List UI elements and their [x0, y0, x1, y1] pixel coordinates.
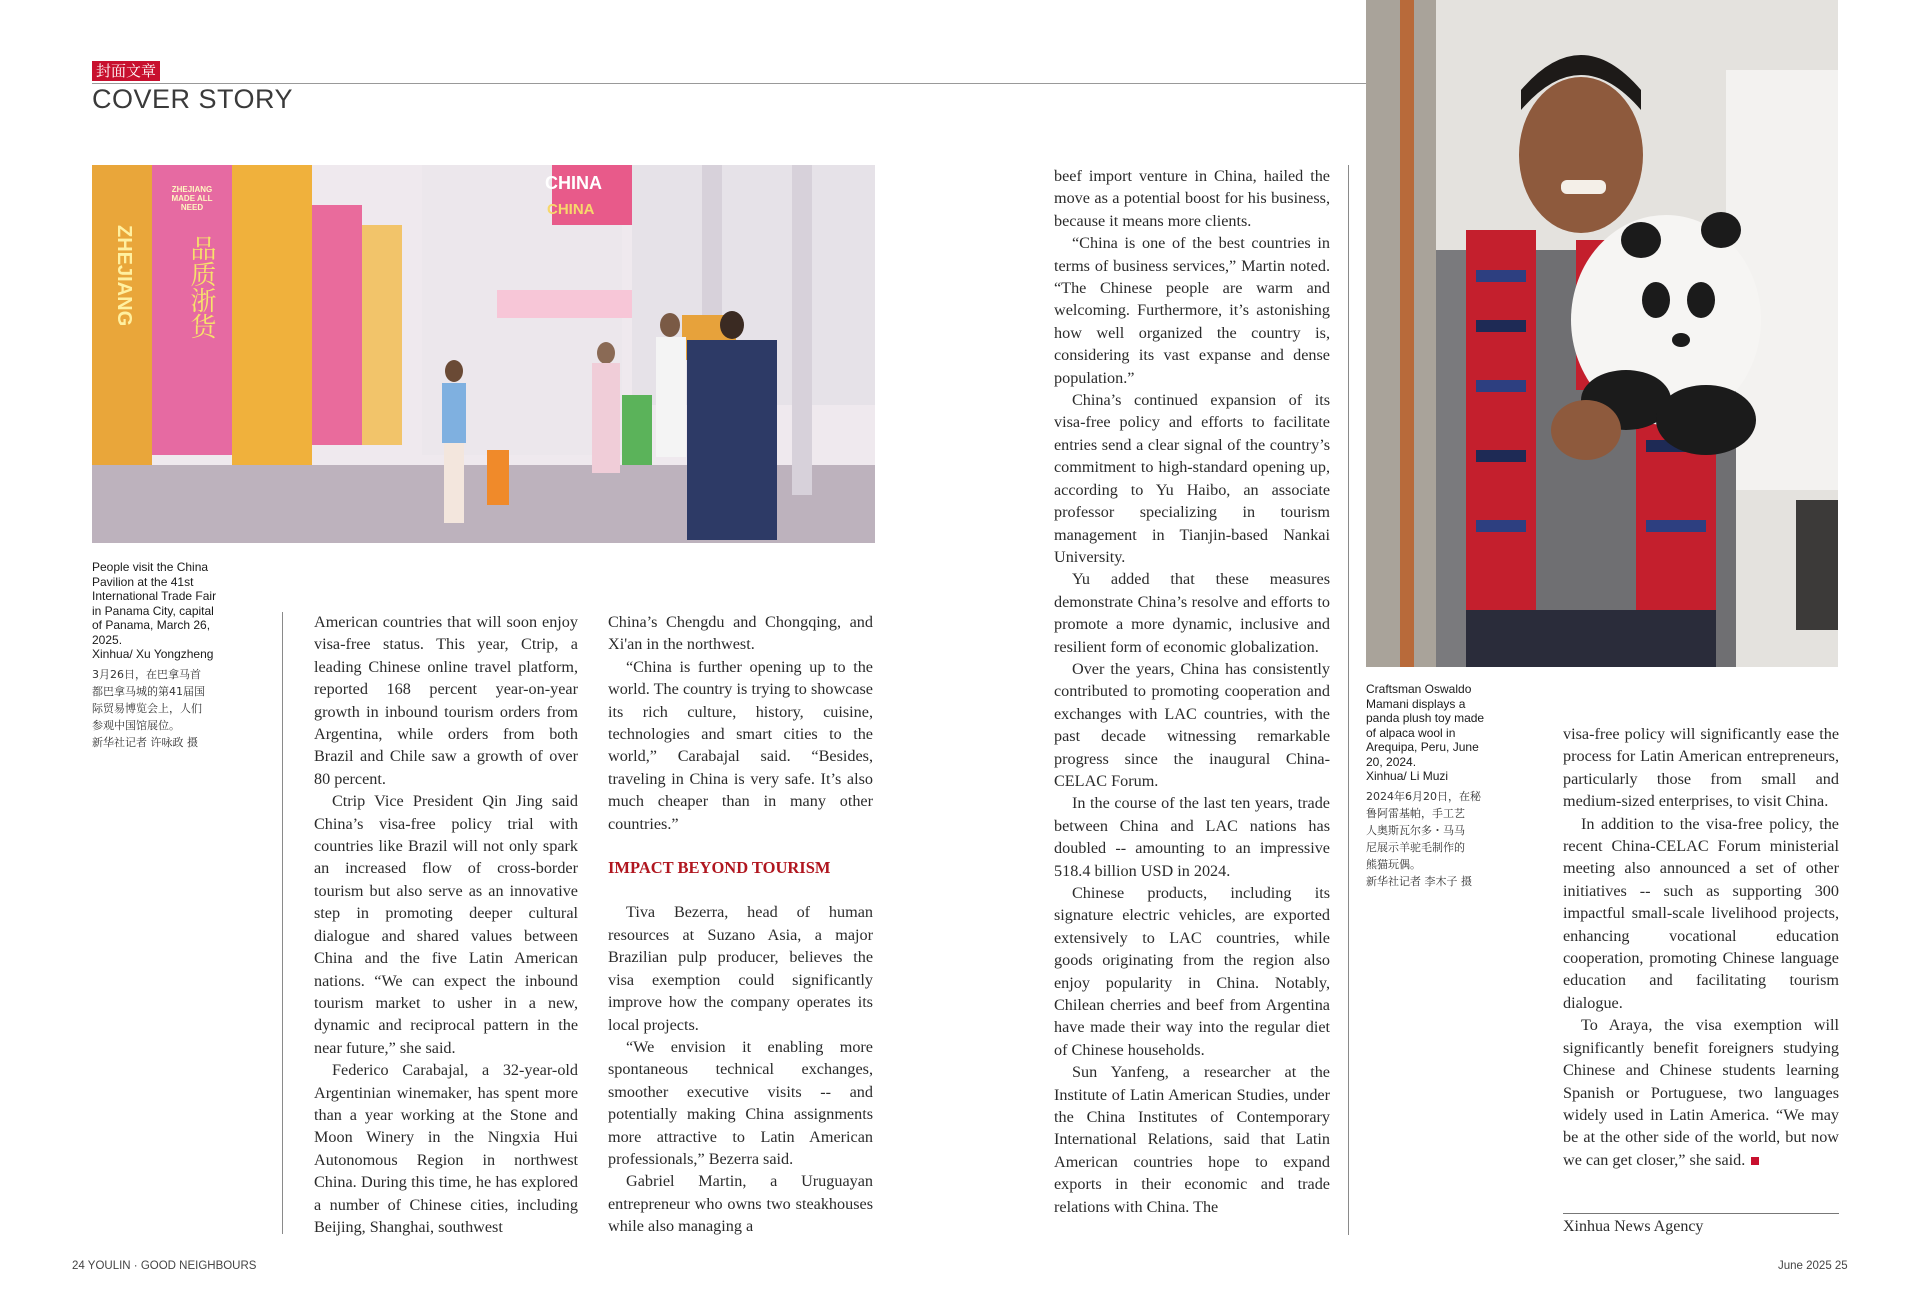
article-column-1: American countries that will soon enjoy visa-free status. This year, Ctrip, a leading Chinese online travel platform, reported 168 percent year-on-year growth in inbound tourism orders from Argentina, while orders from both Brazil and Chile saw a growth of over 80 percent. Ctrip Vice President Qin Jing said China’s visa-free policy trial with countries like Brazil will not only spark an increased flow of cross-border tourism but also serve as an innovative step in promoting deeper cultural dialogue and shared values between China and the five Latin American nations. “We can expect the inbound tourism market to usher in a new, dynamic and reciprocal pattern in the near future,” she said. Federico Carabajal, a 32-year-old Argentinian winemaker, has spent more than a year working at the Stone and Moon Winery in the Ningxia Hui Autonomous Region in northwest China. During this time, he has explored a number of Chinese cities, including Beijing, Shanghai, southwest	[314, 613, 578, 1236]
photo2-credit: Xinhua/ Li Muzi	[1366, 769, 1449, 783]
banner-top: ZHEJIANG MADE ALL NEED	[171, 185, 213, 212]
photo1-caption: People visit the China Pavilion at the 41st International Trade Fair in Panama City, capital of Panama, March 26, 2025. Xinhua/ Xu Yongzheng	[92, 560, 232, 662]
banner-cn: 品质浙货	[186, 235, 216, 339]
footer-right: June 2025 25	[1778, 1260, 1848, 1272]
photo1-caption-cn: 3月26日，在巴拿马首 都巴拿马城的第41届国 际贸易博览会上，人们 参观中国馆展位。 新华社记者 许咏政 摄	[92, 666, 232, 751]
article-column-3: beef import venture in China, hailed the move as a potential boost for his business, because it means more clients. “China is one of the best countries in terms of business services,” Martin noted. “The Chinese people are warm and welcoming. Furthermore, it’s astonishing how well organized the country is, considering its vast expanse and dense population.” China’s continued expansion of its visa-free policy and efforts to facilitate entries send a clear signal of the country’s commitment to high-standard opening up, according to Yu Haibo, an associate professor specializing in tourism management in Tianjin-based Nankai University. Yu added that these measures demonstrate China’s resolve and efforts to promote a more dynamic, inclusive and resilient form of economic globalization. Over the years, China has consistently contributed to promoting cooperation and exchanges with LAC countries, with the past decade witnessing remarkable progress since the inaugural China-CELAC Forum. In the course of the last ten years, trade between China and LAC nations has doubled -- amounting to an impressive 518.4 billion USD in 2024. Chinese products, including its signature electric vehicles, are exported extensively to LAC countries, while goods originating from the region also enjoy popularity in China. Notably, Chilean cherries and beef from Argentina have made their way into the regular diet of Chinese households. Sun Yanfeng, a researcher at the Institute of Latin American Studies, under the China Institutes of Contemporary International Relations, said that Latin American countries hope to expand exports in their economic and trade relations with China. The	[1054, 167, 1330, 1216]
sign-china-2: CHINA	[547, 201, 595, 218]
subhead-impact-beyond-tourism: IMPACT BEYOND TOURISM	[608, 858, 831, 878]
photo2-credit-cn: 新华社记者 李木子 摄	[1366, 875, 1472, 888]
section-badge-cn: 封面文章	[92, 61, 160, 81]
sign-china: CHINA	[545, 173, 602, 193]
banner-side: ZHEJIANG	[113, 225, 135, 327]
trade-fair-illustration	[92, 165, 875, 543]
byline-rule	[1563, 1213, 1839, 1214]
photo2-caption-cn: 2024年6月20日，在秘 鲁阿雷基帕，手工艺 人奥斯瓦尔多・马马 尼展示羊驼毛制作的 熊猫玩偶。 新华社记者 李木子 摄	[1366, 788, 1506, 890]
byline: Xinhua News Agency	[1563, 1218, 1704, 1235]
footer-left: 24 YOULIN · GOOD NEIGHBOURS	[72, 1260, 257, 1272]
column-rule-right	[1348, 165, 1349, 1235]
craftsman-photo	[1366, 0, 1838, 667]
craftsman-illustration	[1366, 0, 1838, 667]
photo1-credit: Xinhua/ Xu Yongzheng	[92, 647, 214, 661]
section-title: COVER STORY	[92, 84, 294, 114]
column-rule-left	[282, 612, 283, 1234]
article-column-2: China’s Chengdu and Chongqing, and Xi'an in the northwest. “China is further opening up to the world. The country is trying to showcase its rich culture, history, cuisine, technologies and smart cities to the world,” Carabajal said. “Besides, traveling in China is very safe. It’s also much cheaper than in many other countries.” IMPACT BEYOND TOURISM Tiva Bezerra, head of human resources at Suzano Asia, a major Brazilian pulp producer, believes the visa exemption could significantly improve how the company operates its local projects. “We envision it enabling more spontaneous technical exchanges, smoother executive visits -- and potentially making China assignments more attractive to Latin American professionals,” Bezerra said. Gabriel Martin, a Uruguayan entrepreneur who owns two steakhouses while also managing a	[608, 613, 873, 1236]
photo1-credit-cn: 新华社记者 许咏政 摄	[92, 736, 198, 749]
trade-fair-photo	[92, 165, 875, 543]
end-mark-icon	[1751, 1157, 1759, 1165]
article-column-4: visa-free policy will significantly ease the process for Latin American entrepreneurs, particularly those from small and medium-sized enterprises, to visit China. In addition to the visa-free policy, the recent China-CELAC Forum ministerial meeting also announced a set of other initiatives -- such as supporting 300 impactful small-scale livelihood projects, enhancing vocational education cooperation, promoting Chinese language education and facilitating tourism dialogue. To Araya, the visa exemption will significantly benefit foreigners studying Chinese and Chinese students learning Spanish or Portuguese, two languages widely used in Latin America. “We may be at the other side of the world, but now we can get closer,” she said.	[1563, 725, 1839, 1169]
photo2-caption: Craftsman Oswaldo Mamani displays a panda plush toy made of alpaca wool in Arequipa, Peru, June 20, 2024. Xinhua/ Li Muzi	[1366, 682, 1506, 784]
